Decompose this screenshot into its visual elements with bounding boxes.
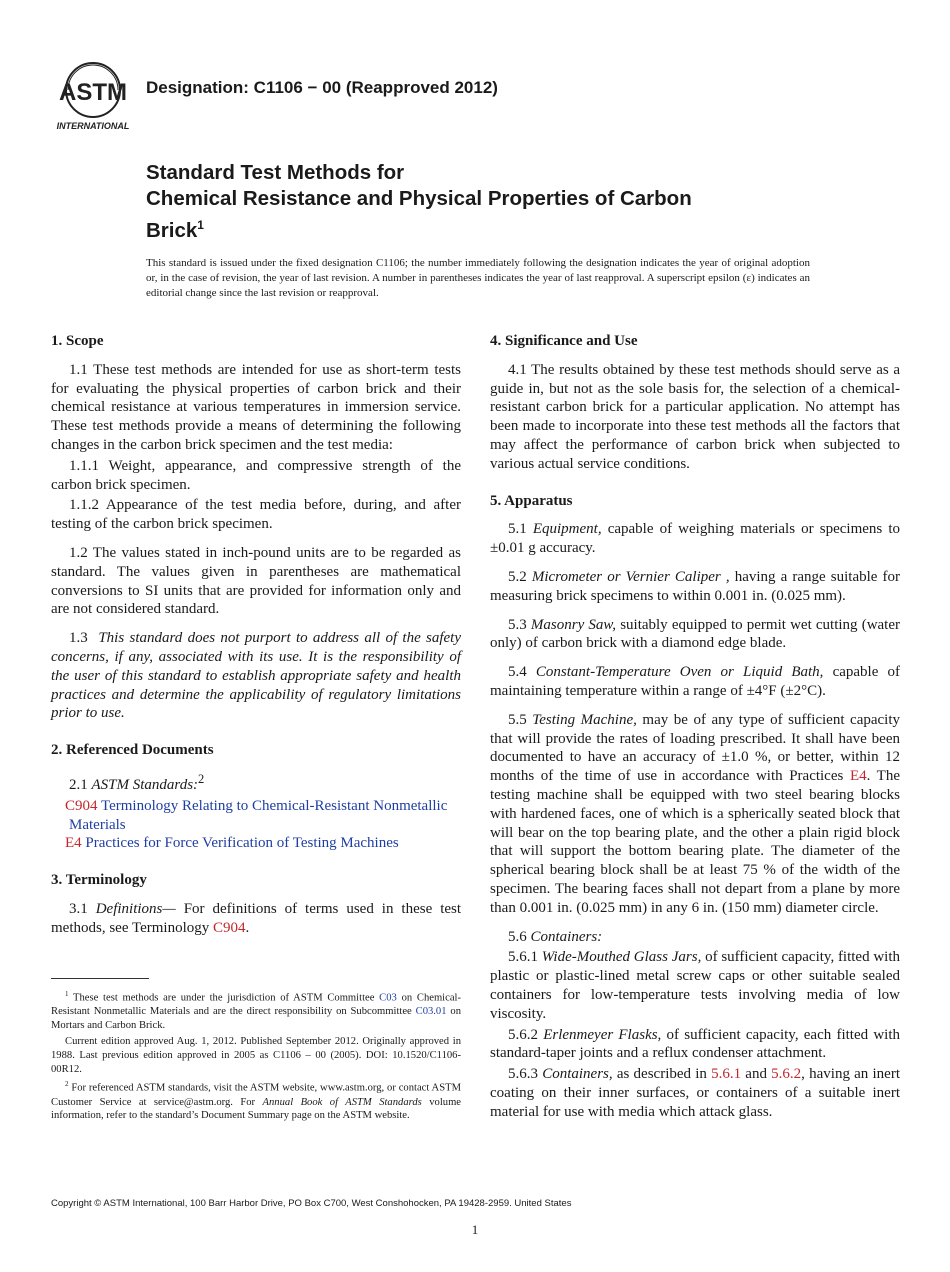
astm-logo — [50, 58, 136, 132]
para-5-6-3: 5.6.3 Containers, as described in 5.6.1 and 5.6.2, having an inert coating on their inner surfaces, or containers of a suitable inert material for use with media which attack glass. — [490, 1066, 900, 1120]
terminology-c904-link[interactable]: C904 — [212, 919, 246, 936]
page-number: 1 — [471, 1222, 479, 1237]
reference-c904 — [51, 797, 461, 835]
logo-subtext: INTERNATIONAL — [56, 121, 130, 131]
para-3-1: 3.1 Definitions— For definitions of terms used in these test methods, see Terminology C904. — [51, 900, 462, 936]
title-line-1: Standard Test Methods for — [146, 161, 405, 184]
footnote-1-edition: Current edition approved Aug. 1, 2012. Published September 2012. Originally approved in 1988. Last previous edition approved in 2005 as C1106 – 00 (2005). DOI: 10.1520/C1106-00R12. — [51, 1035, 461, 1075]
section-referenced-heading: 2. Referenced Documents — [51, 742, 214, 759]
title-footnote-mark: 1 — [197, 218, 204, 232]
footnotes — [51, 988, 461, 1125]
para-5-6-2: 5.6.2 Erlenmeyer Flasks, of sufficient capacity, each fitted with standard-taper joints and a reflux condenser attachment. — [490, 1026, 900, 1062]
para-2-1: 2.1 ASTM Standards:$^2$ — [69, 771, 205, 793]
standard-notice: This standard is issued under the fixed designation C1106; the number immediately following the designation indicates the year of original adoption or, in the case of revision, the year of last revision. A number in parentheses indicates the year of last reapproval. A superscript epsilon (ε) indicates an editorial change since the last revision or reapproval. — [146, 257, 810, 299]
section-scope-heading: 1. Scope — [51, 333, 104, 349]
ref-5-6-1-link[interactable]: 5.6.1 — [711, 1066, 742, 1083]
section-apparatus-heading: 5. Apparatus — [490, 492, 573, 509]
reference-e4 — [51, 834, 461, 853]
logo-wordmark: ASTM — [59, 79, 127, 106]
left-column — [51, 332, 461, 948]
footnote-1: $^1$ These test methods are under the jurisdiction of ASTM Committee C03 on Chemical-Resistant Nonmetallic Materials and are the direct responsibility on Subcommittee C03.01 on Mortars and Carbon Brick. — [51, 990, 461, 1032]
document-title — [146, 160, 846, 244]
para-5-5: 5.5 Testing Machine, may be of any type of sufficient capacity that will provide the rates of loading prescribed. It shall have been documented to have an accuracy of ±1.0 %, or better, within 12 months of the time of use in accordance with Practices E4. The testing machine shall be equipped with two steel bearing blocks with hardened faces, one of which is a spherically seated block that will bear on the top bearing plate, and the other a plain rigid block that will support the bottom bearing plate. The diameter of the spherical bearing block shall be at least 75 % of the width of the specimen. The bearing faces shall not depart from a plane by more than 0.001 in. (0.025 mm) in any 6 in. (150 mm) diameter circle. — [490, 711, 901, 916]
committee-c03-link[interactable]: C03 — [379, 992, 397, 1004]
para-4-1: 4.1 The results obtained by these test methods should serve as a guide in, but not as the sole basis for, the selection of a chemical-resistant carbon brick for a particular application. No attempt has been made to incorporate into these test methods all the factors that may affect the performance of carbon brick when subjected to various actual service conditions. — [490, 361, 900, 472]
right-column — [490, 332, 900, 1131]
para-5-2: 5.2 Micrometer or Vernier Caliper , having a range suitable for measuring brick specimens to within 0.001 in. (0.025 mm). — [490, 568, 901, 604]
para-5-4: 5.4 Constant-Temperature Oven or Liquid Bath, capable of maintaining temperature within a range of ±4°F (±2°C). — [490, 664, 900, 699]
ref-e4-title[interactable]: Practices for Force Verification of Testing Machines — [85, 835, 399, 852]
ref-c904-title[interactable]: Terminology Relating to Chemical-Resistant Nonmetallic Materials — [69, 797, 448, 833]
practices-e4-link[interactable]: E4 — [849, 768, 867, 785]
para-5-6-1: 5.6.1 Wide-Mouthed Glass Jars, of sufficient capacity, fitted with plastic or plastic-lined metal screw caps or other suitable sealed containers for low-temperature tests involving media of low viscosity. — [490, 949, 901, 1022]
subcommittee-c03-01-link[interactable]: C03.01 — [415, 1006, 447, 1018]
title-line-2: Chemical Resistance and Physical Properties of Carbon — [146, 187, 692, 210]
para-5-1: 5.1 Equipment, capable of weighing materials or specimens to ±0.01 g accuracy. — [490, 521, 900, 557]
copyright-notice: Copyright © ASTM International, 100 Barr Harbor Drive, PO Box C700, West Conshohocken, PA 19428-2959. United States — [51, 1198, 572, 1209]
ref-e4-link[interactable]: E4 — [65, 835, 82, 852]
para-1-3: 1.3 This standard does not purport to address all of the safety concerns, if any, associated with its use. It is the responsibility of the user of this standard to establish appropriate safety and health practices and determine the applicability of regulatory limitations prior to use. — [51, 630, 462, 722]
footnote-2: $^2$ For referenced ASTM standards, visit the ASTM website, www.astm.org, or contact ASTM Customer Service at service@astm.org. For Annual Book of ASTM Standards volume information, refer to the standard’s Document Summary page on the ASTM website. — [51, 1080, 462, 1122]
para-5-3: 5.3 Masonry Saw, suitably equipped to permit wet cutting (water only) of carbon brick with a diamond edge blade. — [490, 616, 900, 652]
para-1-1-2: 1.1.2 Appearance of the test media before, during, and after testing of the carbon brick specimen. — [51, 497, 461, 533]
title-line-3: Brick$^1$ — [146, 218, 204, 242]
designation: Designation: C1106 − 00 (Reapproved 2012) — [146, 78, 498, 97]
ref-c904-link[interactable]: C904 — [65, 797, 98, 814]
footnote-divider — [51, 978, 149, 979]
para-1-1-1: 1.1.1 Weight, appearance, and compressive strength of the carbon brick specimen. — [51, 457, 461, 493]
para-1-1: 1.1 These test methods are intended for use as short-term tests for evaluating the physical properties of carbon brick and their chemical resistance at various temperatures in immersion service. These test methods provide a means of determining the following changes in the carbon brick specimen and the test media: — [51, 361, 461, 453]
ref-5-6-2-link[interactable]: 5.6.2 — [771, 1066, 802, 1083]
section-terminology-heading: 3. Terminology — [51, 872, 147, 889]
section-significance-heading: 4. Significance and Use — [490, 333, 638, 349]
para-5-6: 5.6 Containers: — [508, 928, 603, 945]
para-1-2: 1.2 The values stated in inch-pound units are to be regarded as standard. The values given in parentheses are mathematical conversions to SI units that are provided for information only and are not considered standard. — [51, 544, 461, 618]
